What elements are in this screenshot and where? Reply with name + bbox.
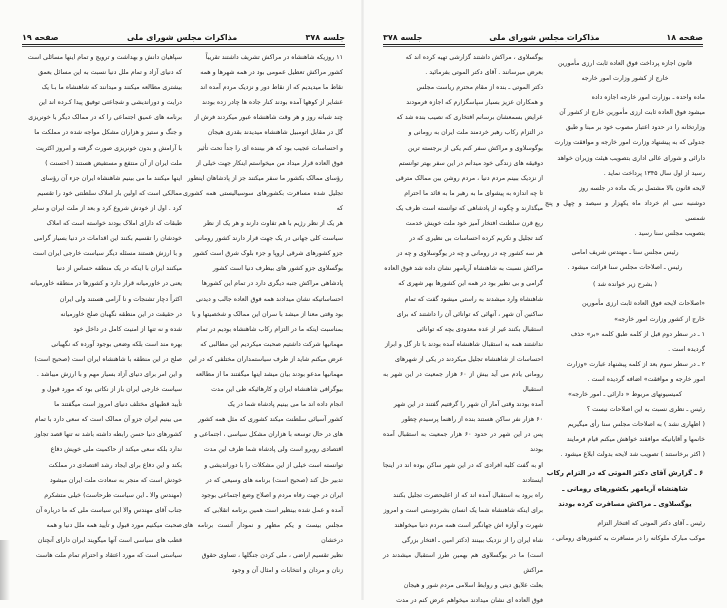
text-line: گردیده است . <box>668 345 705 353</box>
text-line: نظیر تقسیم اراضی ، ملی کردن جنگلها ، تساوی حقوق <box>201 552 343 560</box>
text-line: های در حال توسعه با هزاران مشکل سیاسی ، اجتماعی و <box>194 431 343 439</box>
text-line: دوشنبه سی ام خرداد ماه یکهزار و سیصد و چهل و پنج شمسی <box>545 199 705 222</box>
text-line: درایت و دوراندیشی و شجاعتی توفیق پیدا کـرده اند این <box>38 99 182 107</box>
amendments-title-2: خارج از کشور وزارت امور خارجه» <box>614 315 705 323</box>
text-line: دوقیقه های زندگی خود میدانم در این سفر بهتر توانستم <box>398 159 543 167</box>
text-line: جناب آقای مهندس والا این سیاست ملی که ما درباره آن <box>35 506 182 514</box>
text-line: تدبیر حل کند (صحیح است) برنامه های وسیعی که در <box>205 476 343 484</box>
text-line: تجلیل شده مسافرت بکشورهای سوسیالیستی همه کشوری که <box>183 189 343 212</box>
chair-question-2: ( اظهاری نشد ) به اصلاحات مجلس سنا رأی میگیریم <box>567 421 705 429</box>
page-number: صفحه ۱۸ <box>666 33 703 42</box>
text-line: و جنگ و ستیز و هزاران مشکل مواجه شده در مملکت ما <box>34 129 182 137</box>
text-line: آمده و عمل شده بینظیر است همین برنامه انقلابی که <box>203 506 343 514</box>
text-line: ۱۱ روزیکه شاهنشاه در مراکش تشریف داشتند تقریباً <box>205 54 343 61</box>
text-line: و این امر برای دنیای آزاد بسیار مهم و با ارزش میباشد . <box>36 370 182 378</box>
text-line: و احساسات عجیب بود که هر بیننده ای را جداً تحت تأثیر <box>197 144 343 152</box>
text-line: احساسات از شاهنشاه تجلیل میکردند در یکی از شهرهای <box>395 355 543 363</box>
text-line: کشورهای دنیا حسن رابطه داشته باشد نه تنها قصد تجاوز <box>34 431 182 439</box>
text-line: سیاستی است که مورد اعتقاد و احترام تمام ملت هاست <box>35 552 182 560</box>
text-line: رسید از اول سال ۱۳۴۵ پرداخت نماید . <box>603 169 705 177</box>
running-title: مذاکرات مجلس شورای ملی <box>489 33 600 42</box>
text-line: ساکنین آن شهر ، آنهائی که توانائی آن را داشتند که برای <box>396 310 543 318</box>
text-line: طبقات که دارای املاک بودند خواسته است که املاک <box>46 220 182 228</box>
text-line: و با ارزش هستند مسئله دیگر سیاست خارجی ایران است <box>32 250 182 258</box>
text-line: میگذارند و چگونه از پادشاهی که توانسته است ظرف یک <box>395 204 543 212</box>
text-line: او به گفت کلیه افرادی که در این شهر ساکن بوده اند در اینجا ایستادند <box>383 461 543 484</box>
text-line: ماده واحده ـ بوزارت امور خارجه اجازه داده <box>591 94 705 102</box>
text-line: در حقیقت در این منطقه نگهبان صلح خاورمیانه <box>60 310 182 318</box>
text-line: احساساتیکه نشان میدادند همه فوق العاده جالب و دیدنی <box>195 295 343 303</box>
text-line: مهمانیها مدعو بودند بیان میشد اینها میگفتند ما از مطالعه <box>195 370 343 378</box>
text-line: اینها میکنند ما می بینیم شاهنشاه ایران جزء آن رؤسای <box>40 174 182 182</box>
text-line: ۶ ـ گزارش آقای دکتر الموتی که در التزام رکاب <box>546 469 704 478</box>
text-line: تأیید قطبهای مختلف دنیای امروز است میگفتند ما <box>54 401 182 409</box>
text-line: که دنیای آزاد و تمام ملل دنیا نسبت به این مسائل بعمق <box>38 69 182 77</box>
text-line: عرض میکنم شاید از طرف سیاستمداران مختلفی که در این <box>188 355 343 363</box>
left-page-header <box>22 28 345 42</box>
text-line: با آرامش و بدون خونریزی صورت گرفته و امروز اکثریت <box>35 144 182 152</box>
text-line: شاه ایران را از نزدیک ببینند (دکتر امین ـ افتخار بزرگی <box>401 537 543 544</box>
text-line: ممالکی است که اولین بار املاک سلطنتی خود را تقسیم <box>37 189 182 197</box>
text-line: بمناسبت اینکه ما در التزام رکاب شاهنشاه بودیم در تمام <box>196 325 343 333</box>
text-line: ۶۰ هزار نفر ساکن هستند بنده از راهنما پرسیدم چطور <box>401 416 543 424</box>
text-line: پس در این شهر در حدود ۶۰ هزار جمعیت به استقبال آمده بودند <box>383 431 543 454</box>
text-line: فوق العاده ای نشان میدادند میخواهم عرض کنم در مدت <box>396 597 543 605</box>
page-number: صفحه ۱۹ <box>22 33 59 42</box>
right-page-column-1 <box>545 50 705 546</box>
session-label: جلسه ۳۷۸ <box>305 33 345 42</box>
text-line: سپاهیان دانش و بهداشت و ترویج و تمام اینها مسائلی است <box>27 54 182 61</box>
text-line: چند شبانه روز و هر وقت شاهنشاه عبور میکردند فرش از <box>194 114 343 122</box>
amendments-title: «اصلاحات لایحه فوق العاده ثابت ارزی مأمورین <box>582 300 705 308</box>
text-line: عرایض بسمعشان برسانم افتخاری که نصیب بنده شد که <box>396 114 543 122</box>
text-line: کشور آسیائی سلطنت میکند کشوری که مثل همه کشور <box>198 416 343 424</box>
text-line: استقبال بکنند غیر از عده معدودی بچه که توانائی <box>416 325 543 333</box>
text-line: فوق العاده قرار میداد من میخواستم اینکار جهت خیلی از <box>196 159 343 167</box>
text-line: بکند و این دفاع برای ایجاد رشد اقتصادی در مملکت <box>48 461 182 469</box>
text-line: پادشاهی مراکش جنبه دیگری دارد در تمام این کشورها <box>201 280 343 288</box>
left-page <box>0 0 363 600</box>
text-line: مهمانیها شرکت داشتیم صحبت میکردیم این مطالبی که <box>200 340 343 348</box>
text-line: جدولی که به پیشنهاد وزارت امور خارجه و موافقت وزارت <box>554 139 705 147</box>
law-text <box>545 90 705 241</box>
running-title: مذاکرات مجلس شورای ملی <box>126 33 238 42</box>
text-line: میکنند ایران با اینکه در یک منطقه حساس از دنیا <box>56 265 182 273</box>
text-line: قطب های سیاسی است آنها میگویند ایران دارای آنچنان <box>37 537 182 544</box>
session-label: جلسه ۳۷۸ <box>383 33 423 42</box>
senate-signature: رئیس مجلس سنا ـ مهندس شریف امامی <box>571 249 679 257</box>
text-line: رومانی یادم می آید بیش از ۶۰ هزار جمعیت در این شهر به استقبال <box>383 370 543 394</box>
text-line: بیوگرافی شاهنشاه ایران و کارهائیکه طی این مدت <box>211 386 343 394</box>
text-line: برای اینکه شاهنشاه شما یک انسان بشردوستی است و امروز <box>383 506 543 514</box>
text-line: شاهنشاه وارد میشدند به راستی میشود گفت که تمام <box>404 295 543 303</box>
text-line: میشود فوق العاده ثابت ارزی مأمورین خارج از کشور آن <box>559 109 705 117</box>
text-line: یوگسلاوی ، مراکش داشتند گزارشی تهیه کرده اند که <box>405 54 543 61</box>
text-line: بعلت علایق دینی و روابط اسلامی مردم شور و هیجان <box>403 582 543 590</box>
stage-note: ( بشرح زیر خوانده شد ) <box>593 281 657 289</box>
text-line: صحبت میکنیم مورد قبول و تأیید همه ملل دنیا و همه <box>46 521 182 529</box>
agenda-item-heading <box>545 466 705 511</box>
text-line: بود وقتی معنا از میشد با سران این ممالک و شخصیتها و با <box>192 310 343 318</box>
text-line: هر یک از نظر رژیم با هم تفاوت دارند و هر یک از نظر <box>203 220 343 228</box>
text-line: ندارد بلکه سعی میکند از حاکمیت ملی خویش دفاع <box>50 446 182 454</box>
text-line: مجلس بیست و یکم مظهر و نمودار آنست برنامه های درخشان <box>183 521 343 544</box>
text-line: هر سه کشور چه در رومانی و چه در یوگوسلاوی و چه در <box>396 250 543 258</box>
text-line: یوگسلاوی ـ مراکش مسافرت کرده بودند <box>558 499 692 508</box>
left-page-column-1 <box>183 50 343 578</box>
text-line: سیاست خارجی ایران باز از نکاتی بود که مورد قبول و <box>42 386 182 394</box>
chair-question: رئیس ـ نظری نسبت به این اصلاحات نیست ؟ <box>586 406 705 414</box>
text-line: بهره مند است بلکه وضعی بوجود آورده که نگهبانی <box>51 340 182 348</box>
text-line: ایران در جهت رفاه مردم و اصلاح وضع اجتماعی بوجود <box>201 491 343 499</box>
text-line: سیاست کلی جهانی در یک جهت قرار دارند کشور رومانی <box>194 235 343 243</box>
header-rule <box>383 44 703 47</box>
text-line: کند تجلیل و تکریم کرده احساسات بی نظیری که در <box>409 235 543 243</box>
closing-paragraph <box>545 516 705 546</box>
text-line: می بینیم ایران جزو آن ممالک است که سعی دارد با تمام <box>34 416 182 424</box>
text-line: عشایر از کوهها آمده بودند کنار جاده ها چادر زده بودند <box>202 99 343 107</box>
chair-question-3: خانمها و آقایانیکه موافقند خواهش میکنم قیام فرمایند <box>566 436 705 444</box>
text-line: لایحه قانون بالا مشتمل بر یک ماده در جلسه روز <box>579 184 705 192</box>
text-line: یعنی در خاورمیانه قرار دارد و کشورها در منطقه خاورمیانه <box>30 280 182 288</box>
text-line: بعرض میرسانند . آقای دکتر الموتی بفرمائید . <box>425 69 543 77</box>
text-line: خودش است که منجر به سعادت ملت ایران میشود <box>49 476 182 484</box>
text-line: رئیس ـ آقای دکتر الموتی که افتخار التزام <box>597 519 705 527</box>
header-rule <box>22 44 345 47</box>
law-title: قانون اجازه پرداخت فوق العاده ثابت ارزی مأمورین <box>557 60 693 67</box>
text-line: برنامه های عمیق اجتماعی را که در ممالک دیگر با خونریزی <box>28 114 182 122</box>
text-line: بیشتری مطالعه میکنند و میدانند که شاهنشاه ما بـا یک <box>41 84 182 92</box>
text-line: اکثراً دچار تشنجات و نا آرامی هستند ولی ایران <box>59 295 182 303</box>
right-page <box>363 0 727 605</box>
text-line: نقاط ما میدیدیم که از نقاط دور و نزدیک مردم آمده اند <box>200 84 343 92</box>
text-line: امور خارجه و موافقت» اضافه گردیده است . <box>587 375 705 383</box>
text-line: دارائی و شورای عالی اداری بتصویب هیئت وزیران خواهد <box>557 154 705 162</box>
text-line: مراکش نسبت به شاهنشاه آریامهر نشان داده شد فوق العاده <box>384 265 543 273</box>
chair-announcement: رئیس ـ اصلاحات مجلس سنا قرائت میشود . <box>567 264 683 272</box>
text-line: اقتصادی روبرو است ولی پادشاه شما ظرف این مدت <box>203 446 343 454</box>
text-line: صلح در این منطقه با شاهنشاه ایران است (صحیح است) <box>34 355 182 363</box>
text-line: انجام داده اند ما می بینیم پادشاه شما در یک <box>227 401 343 409</box>
text-line: گرامی و بی نظیر بود در همه این کشورها بهر شهری که <box>398 280 543 288</box>
text-line: شهرت و آوازه اش جهانگیر است همه مردم دنیا میخواهند <box>394 521 543 529</box>
text-line: خودشان را تقسیم بکنند این اقدامات در دنیا بسیار گرامی <box>33 235 182 243</box>
text-line: آمده بودند وقتی آمار آن شهر را گرفتیم گفتند در این شهر <box>393 401 543 409</box>
law-title-line-2: خارج از کشور وزارت امور خارجه <box>581 75 669 83</box>
text-line: ۲ ـ در سطر سوم بعد از کلمه پیشنهاد عبارت «وزارت <box>566 360 705 368</box>
text-line: شده و نه تنها از امنیت کامل در داخل خود <box>73 325 182 333</box>
text-line: ربع قرن سلطنت افتخار آمیز خود ملت خویش خدمت <box>405 220 543 228</box>
text-line: جزو کشورهای شرقی اروپا و جزء بلوک شرق است کشور <box>193 250 343 258</box>
text-line: توانسته است خیلی از این مشکلات را با دوراندیشی و <box>204 461 343 469</box>
text-line: ملت ایران از آن منتفع و مستفیض هستند ( احسنت ) <box>45 159 182 167</box>
vote-result: ( اکثر برخاستند ) تصویب شد لایحه بدولت ابلاغ میشود . <box>560 451 705 459</box>
text-line: ۱ ـ در سطر دوم قبل از کلمه طبق کلمه «بر» حذف <box>570 330 705 338</box>
text-line: و همکاران عزیز بسیار سپاسگزارم که اجازه فرمودند <box>406 99 543 107</box>
committees-line: کمیسیونهای مربوط « دارائی ـ امور خارجه» <box>568 390 682 398</box>
text-line: گل در مقابل اتومبیل شاهنشاه میدیدند بقدری هیجان <box>207 129 343 137</box>
left-page-column-2 <box>22 50 182 563</box>
text-line: (مهندس والا ـ این سیاست طرحاست) خیلی متشکرم <box>44 491 182 499</box>
text-line: موکب مبارک ملوکانه را در مسافرت به کشورهای رومانی ، <box>551 534 705 542</box>
text-line: دکتر الموتی ـ بنده از مقام محترم ریاست مجلس <box>416 84 543 92</box>
text-line: است) ما در یوگسلاوی هم بهمین طرز استقبال میشدند در مراکش <box>383 552 543 575</box>
text-line: وزارتخانه را در حدود اعتبار مصوب خود بر مبنا و طبق <box>565 124 705 132</box>
text-line: در التزام رکاب رهبر خردمند ملت ایران به رومانی و <box>408 129 543 137</box>
text-line: کشور مراکش تعطیل عمومی بود در همه شهرها و همه <box>200 69 343 77</box>
right-page-column-2 <box>383 50 543 608</box>
text-line: بتصویب مجلس سنا رسید . <box>634 230 705 238</box>
text-line: یوگسلاوی جزو کشور های بیطرف دنیا است کشور <box>212 265 343 273</box>
text-line: زنان و مردان و انتخابات و امثال آن و وجود <box>231 567 343 575</box>
text-line: رؤسای ممالک بکشور ما سفر میکنند جز از پادشاهان اینطور <box>187 174 343 182</box>
text-line: راه برود به استقبال آمده اند که از اعلیحضرت تجلیل بکنند <box>393 491 543 499</box>
text-line: از نزدیک ببینم مردم دنیا ، مردم روشن بین ممالک مترقی <box>395 174 543 182</box>
right-page-header <box>383 28 703 42</box>
text-line: نداشتند همه به استقبال شاهنشاه آمده بودند با تار گل و ابراز <box>385 340 543 348</box>
text-line: کرد . اول از خودش شروع کرد و بعد از ملت ایران و سایر <box>31 204 182 212</box>
amendments-list <box>545 327 705 387</box>
text-line: یوگوسلاوی و مراکش سفر کنم یکی از برجسته ترین <box>407 144 543 152</box>
text-line: تا چه اندازه به پیشوای ما به رهبر ما به قائد ما احترام <box>404 189 543 197</box>
text-line: شاهنشاه آریامهر بکشورهای رومانی ـ <box>562 484 688 493</box>
